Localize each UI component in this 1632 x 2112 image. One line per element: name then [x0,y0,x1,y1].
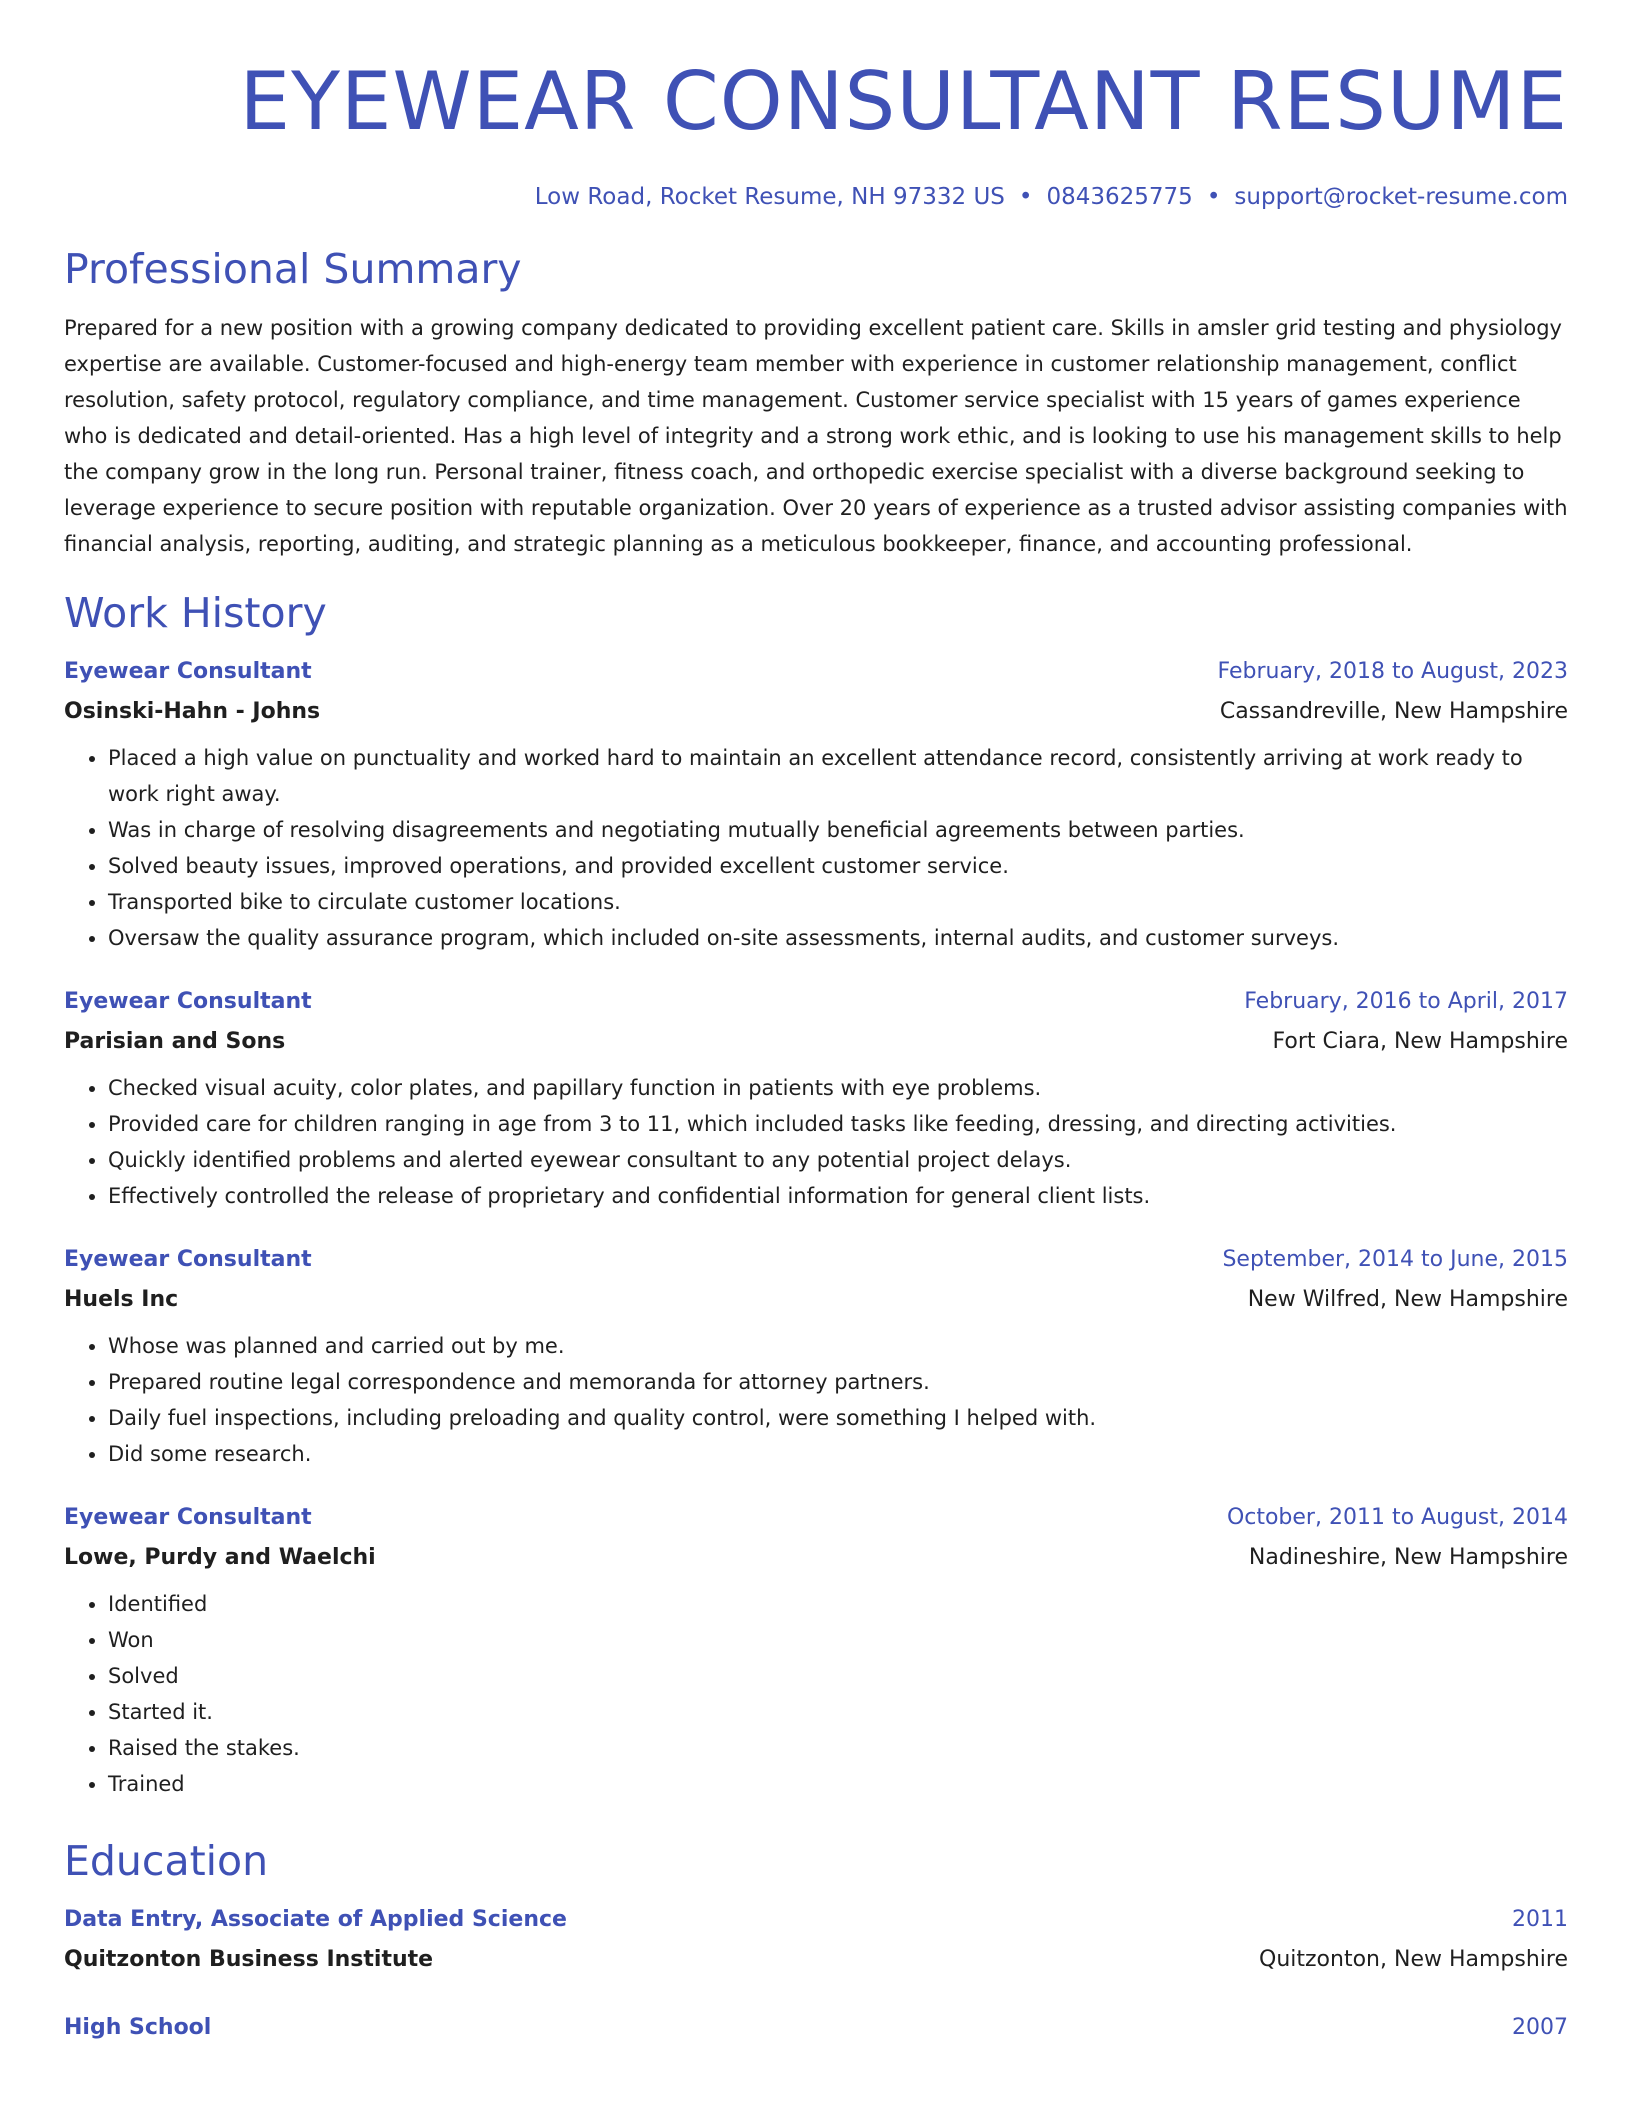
job-bullet: • Checked visual acuity, color plates, and papillary function in patients with eye problems. [108,1070,1568,1106]
job-bullet: • Placed a high value on punctuality and worked hard to maintain an excellent attendance record, consistently arriving at work ready to work right away. [108,740,1568,812]
job-location: Cassandreville, New Hampshire [1219,699,1568,724]
job-bullet: • Raised the stakes. [108,1730,1568,1766]
job-location: Fort Ciara, New Hampshire [1272,1029,1568,1054]
contact-separator: • [1206,184,1221,210]
job-bullet: • Was in charge of resolving disagreements and negotiating mutually beneficial agreements between parties. [108,812,1568,848]
job-bullet: • Solved [108,1658,1568,1694]
job-dates: September, 2014 to June, 2015 [1222,1247,1568,1272]
job-title: Eyewear Consultant [64,659,312,684]
job-title: Eyewear Consultant [64,989,312,1014]
job-dates: February, 2018 to August, 2023 [1217,659,1568,684]
job-bullet: • Daily fuel inspections, including preloading and quality control, were something I helped with. [108,1400,1568,1436]
contact-phone: 0843625775 [1046,184,1193,210]
job-entry [64,1502,1568,1802]
job-bullets [64,1070,1568,1214]
contact-address: Low Road, Rocket Resume, NH 97332 US [534,184,1005,210]
job-entry [64,1244,1568,1472]
contact-email: support@rocket-resume.com [1234,184,1568,210]
job-bullet: • Trained [108,1766,1568,1802]
job-bullets [64,1328,1568,1472]
job-bullet: • Whose was planned and carried out by me. [108,1328,1568,1364]
education-entry [64,1904,1568,1976]
job-entry [64,656,1568,956]
job-bullet: • Provided care for children ranging in age from 3 to 11, which included tasks like feeding, dressing, and directing activities. [108,1106,1568,1142]
job-bullet: • Did some research. [108,1436,1568,1472]
job-bullet: • Started it. [108,1694,1568,1730]
summary-text: Prepared for a new position with a growing company dedicated to providing excellent patient care. Skills in amsler grid testing and physiology expertise are available. Customer-focused and high-energy team member with experience in customer relationship management, conflict resolution, safety protocol, regulatory compliance, and time management. Customer service specialist with 15 years of games experience who is dedicated and detail-oriented. Has a high level of integrity and a strong work ethic, and is looking to use his management skills to help the company grow in the long run. Personal trainer, fitness coach, and orthopedic exercise specialist with a diverse background seeking to leverage experience to secure position with reputable organization. Over 20 years of experience as a trusted advisor assisting companies with financial analysis, reporting, auditing, and strategic planning as a meticulous bookkeeper, finance, and accounting professional. [64,316,1568,556]
job-bullets [64,740,1568,956]
job-bullet: • Solved beauty issues, improved operations, and provided excellent customer service. [108,848,1568,884]
education-year: 2011 [1512,1907,1568,1932]
section-title-work-history: Work History [64,589,327,637]
section-title-education: Education [64,1837,269,1885]
section-title-summary: Professional Summary [64,245,522,293]
job-bullet: • Oversaw the quality assurance program, which included on-site assessments, internal audits, and customer surveys. [108,920,1568,956]
job-company: Parisian and Sons [64,1029,286,1054]
job-title: Eyewear Consultant [64,1505,312,1530]
job-dates: February, 2016 to April, 2017 [1244,989,1568,1014]
education-degree: High School [64,2015,212,2040]
job-location: New Wilfred, New Hampshire [1247,1287,1568,1312]
resume-title: EYEWEAR CONSULTANT RESUME [239,55,1568,148]
job-bullet: • Identified [108,1586,1568,1622]
education-location: Quitzonton, New Hampshire [1259,1947,1568,1972]
job-bullets [64,1586,1568,1802]
education-entry [64,2012,1568,2044]
job-entry [64,986,1568,1214]
job-company: Huels Inc [64,1287,179,1312]
job-bullet: • Quickly identified problems and alerted eyewear consultant to any potential project delays. [108,1142,1568,1178]
job-company: Osinski-Hahn - Johns [64,699,321,724]
job-bullet: • Won [108,1622,1568,1658]
job-company: Lowe, Purdy and Waelchi [64,1545,376,1570]
job-dates: October, 2011 to August, 2014 [1226,1505,1568,1530]
education-year: 2007 [1512,2015,1568,2040]
contact-separator: • [1018,184,1033,210]
job-title: Eyewear Consultant [64,1247,312,1272]
job-bullet: • Effectively controlled the release of proprietary and confidential information for general client lists. [108,1178,1568,1214]
job-bullet: • Prepared routine legal correspondence and memoranda for attorney partners. [108,1364,1568,1400]
education-school: Quitzonton Business Institute [64,1947,434,1972]
job-bullet: • Transported bike to circulate customer locations. [108,884,1568,920]
education-degree: Data Entry, Associate of Applied Science [64,1907,567,1932]
contact-line [64,182,1568,212]
resume-page [64,0,1568,2044]
job-location: Nadineshire, New Hampshire [1248,1545,1568,1570]
